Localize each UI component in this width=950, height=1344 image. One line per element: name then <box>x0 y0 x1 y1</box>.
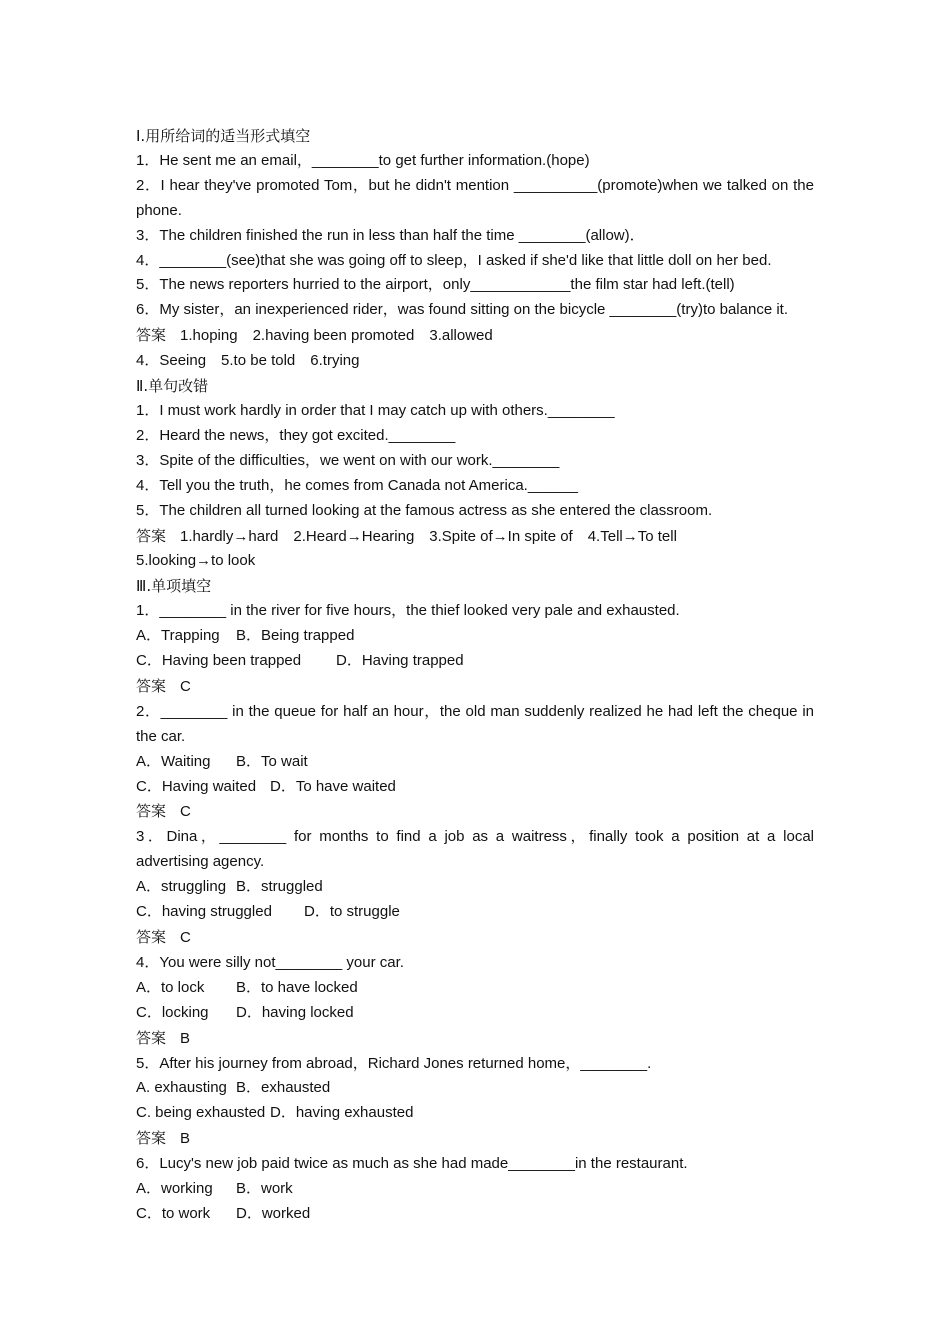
option-b: B．Being trapped <box>236 627 355 645</box>
answer-label: 答案 <box>136 676 167 695</box>
option-c: C．to work <box>136 1204 211 1222</box>
option-c: C．locking <box>136 1003 209 1021</box>
option-d: D．to struggle <box>304 903 400 921</box>
option-d: D．having exhausted <box>270 1104 414 1122</box>
sec1-question-3: 3．The children finished the run in less than half the time ________(allow)． <box>136 226 645 244</box>
sec1-question-1: 1．He sent me an email，________to get further information.(hope) <box>136 151 590 169</box>
sec3-q1-options-cd <box>136 649 814 674</box>
option-d: D．To have waited <box>270 777 396 795</box>
option-d: D．worked <box>236 1204 311 1222</box>
sec1-answer-line-2: 4．Seeing 5.to be told 6.trying <box>136 352 360 370</box>
option-c: C．Having been trapped <box>136 652 302 670</box>
sec3-q3-options-cd <box>136 900 814 925</box>
sec2-question-4: 4．Tell you the truth，he comes from Canada not America.______ <box>136 476 578 494</box>
answer-value: B <box>180 1029 191 1047</box>
option-a: A. exhausting <box>136 1079 227 1097</box>
option-b: B．exhausted <box>236 1079 331 1097</box>
section-3-title: Ⅲ.单项填空 <box>136 577 212 596</box>
sec3-q2-answer <box>136 799 814 825</box>
sec3-q2-stem: 2．________ in the queue for half an hour，the old man suddenly realized he had left the cheque in the car. <box>136 702 814 745</box>
option-a: A．working <box>136 1180 213 1198</box>
sec3-q6-options-cd <box>136 1202 814 1227</box>
option-b: B．to have locked <box>236 978 358 996</box>
answer-value: B <box>180 1130 191 1148</box>
option-b: B．struggled <box>236 878 323 896</box>
sec3-q1-answer <box>136 674 814 700</box>
option-a: A．Trapping <box>136 627 220 645</box>
sec2-question-3: 3．Spite of the difficulties，we went on with our work.________ <box>136 451 560 469</box>
option-a: A．struggling <box>136 878 227 896</box>
sec1-question-5: 5．The news reporters hurried to the airport，only____________the film star had left.(tell) <box>136 276 735 294</box>
sec3-q3-answer <box>136 925 814 951</box>
sec3-q2-options-cd <box>136 775 814 800</box>
option-b: B．To wait <box>236 752 308 770</box>
sec3-q5-options-ab <box>136 1076 814 1101</box>
sec3-q5-stem: 5．After his journey from abroad，Richard Jones returned home，________. <box>136 1054 652 1072</box>
sec3-q3-stem: 3．Dina，________ for months to find a job as a waitress，finally took a position at a local advertising agency. <box>136 828 814 871</box>
sec2-answer-line-1 <box>136 524 814 550</box>
sec3-q6-options-ab <box>136 1177 814 1202</box>
sec2-answer-line-2: 5.looking→to look <box>136 552 256 570</box>
answer-value: C <box>180 929 191 946</box>
sec3-q1-stem: 1．________ in the river for five hours，the thief looked very pale and exhausted. <box>136 602 680 620</box>
section-1-title: Ⅰ.用所给词的适当形式填空 <box>136 127 311 145</box>
sec1-answer-line-1 <box>136 323 814 349</box>
option-a: A．Waiting <box>136 752 211 770</box>
option-b: B．work <box>236 1180 293 1198</box>
sec2-answer-text-1: 1.hardly→hard 2.Heard→Hearing 3.Spite of→In spite of 4.Tell→To tell <box>180 527 677 545</box>
option-d: D．having locked <box>236 1003 354 1021</box>
answer-label: 答案 <box>136 526 167 545</box>
sec1-question-2: 2．I hear they've promoted Tom，but he didn't mention __________(promote)when we talked on the phone. <box>136 176 814 219</box>
sec3-q1-options-ab <box>136 624 814 649</box>
answer-label: 答案 <box>136 802 167 821</box>
sec3-q5-options-cd <box>136 1101 814 1126</box>
answer-label: 答案 <box>136 1028 167 1047</box>
sec3-q2-options-ab <box>136 750 814 775</box>
sec3-q4-options-cd <box>136 1001 814 1026</box>
sec3-q4-options-ab <box>136 976 814 1001</box>
document-body <box>136 124 814 1227</box>
sec2-question-2: 2．Heard the news，they got excited.________ <box>136 426 456 444</box>
sec3-q5-answer <box>136 1126 814 1152</box>
answer-value: C <box>180 677 191 695</box>
option-c: C．having struggled <box>136 903 272 921</box>
sec2-question-1: 1．I must work hardly in order that I may catch up with others.________ <box>136 401 615 419</box>
option-c: C. being exhausted <box>136 1104 266 1122</box>
sec3-q6-stem: 6．Lucy's new job paid twice as much as she had made________in the restaurant. <box>136 1155 688 1173</box>
sec3-q4-answer <box>136 1026 814 1052</box>
section-2-title: Ⅱ.单句改错 <box>136 377 209 396</box>
sec3-q4-stem: 4．You were silly not________ your car. <box>136 953 404 971</box>
sec2-question-5: 5．The children all turned looking at the famous actress as she entered the classroom. <box>136 501 713 519</box>
answer-label: 答案 <box>136 928 167 946</box>
option-d: D．Having trapped <box>336 652 464 670</box>
answer-label: 答案 <box>136 326 167 345</box>
option-c: C．Having waited <box>136 777 257 795</box>
sec1-question-4: 4．________(see)that she was going off to sleep，I asked if she'd like that little doll on her bed. <box>136 251 772 269</box>
option-a: A．to lock <box>136 978 205 996</box>
answer-label: 答案 <box>136 1129 167 1148</box>
answer-value: C <box>180 803 191 821</box>
sec1-question-6: 6．My sister，an inexperienced rider，was found sitting on the bicycle ________(try)to balance it. <box>136 301 789 319</box>
sec3-q3-options-ab <box>136 875 814 900</box>
sec1-answer-text-1: 1.hoping 2.having been promoted 3.allowed <box>180 327 493 345</box>
